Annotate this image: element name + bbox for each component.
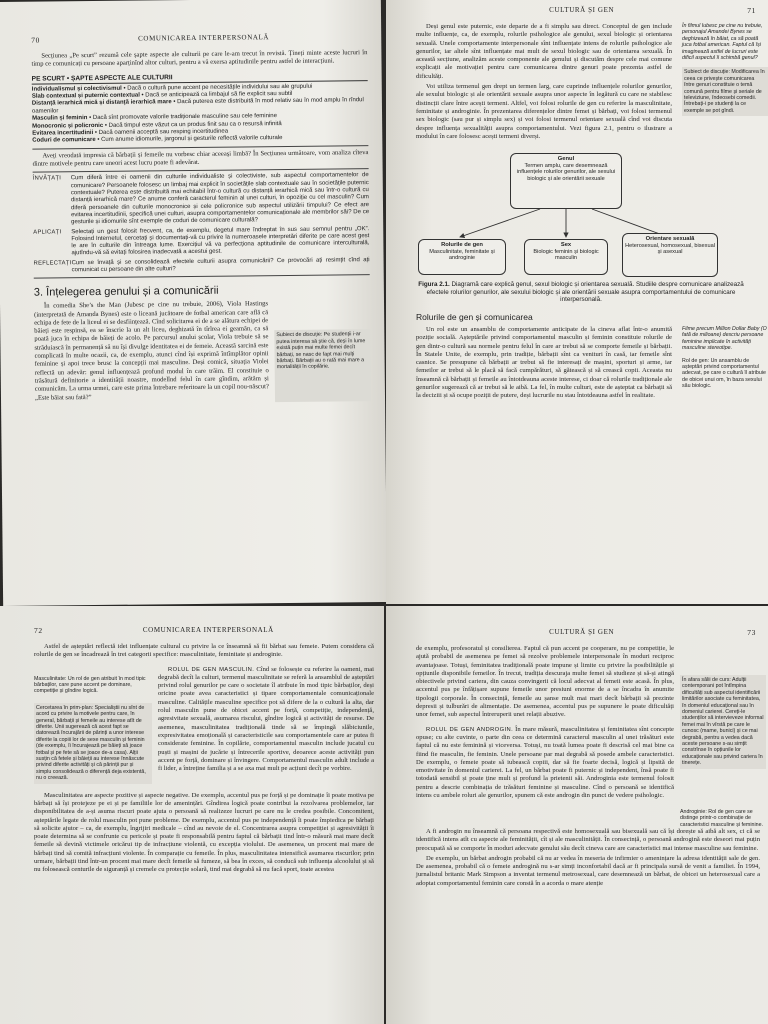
- summary-desc: • Dacă o cultură pune accent pe necesitățile individului sau ale grupului: [121, 83, 313, 92]
- box-text: Heterosexual, homosexual, bisexual și asexual: [625, 242, 715, 256]
- summary-box-title: PE SCURT • ȘAPTE ASPECTE ALE CULTURII: [32, 72, 368, 85]
- review-question: [33, 173, 370, 228]
- diagram-box-gender: [510, 153, 622, 209]
- page-70: [0, 0, 387, 606]
- body-paragraph: Astfel de așteptări reflectă idei influențate cultural cu privire la ce înseamnă să fii bărbat sau femeie. Putem considera că rolurile de gen se încadrează în trei categorii specifice: masculinitate, feminitate și androginie.: [34, 643, 374, 659]
- definition-gender-role: Rol de gen: Un ansamblu de așteptări privind comportamentul adecvat, pe care o cultură îl atribuie de obicei unui om, în baza sexului său biologic.: [682, 357, 766, 390]
- summary-desc: • Dacă timpul este văzut ca un produs finit sau ca o resursă infinită: [103, 120, 282, 129]
- running-head-title: COMUNICAREA INTERPERSONALĂ: [138, 33, 270, 43]
- page-72: [0, 606, 384, 1024]
- caption-text: Diagramă care explică genul, sexul biologic și orientarea sexuală. Studiile despre comunicare analizează efectele rolurilor genurilor, ale sexului biologic și ale orientării sexuale asupra comportamentului de comunicare interpersonală.: [426, 281, 744, 304]
- body-paragraph: [158, 666, 374, 774]
- question-text: Selectați un gest folosit frecvent, ca, de exemplu, degetul mare îndreptat în sus sau semnul pentru „OK”. Folosind Internetul, cercetați și documentați-vă cu privire la numeroasele interpretări diferite pe care acest gest le are în culturile din întreaga lume. Exercițiul vă va perfecționa aptitudinile de comunicare interculturală, ajutîndu-vă să evitați folosirea inadecvată a acestui gest.: [71, 225, 370, 257]
- summary-desc: • Cum anume idiomurile, jargonul și gesturile reflectă valorile culturale: [95, 135, 283, 144]
- running-head-title: COMUNICAREA INTERPERSONALĂ: [142, 626, 274, 634]
- body-paragraph: Un rol este un ansamblu de comportamente anticipate de la cineva aflat într-o anumită poziție socială. Așteptările privind comportamentul masculin și feminin constituie rolurile de gen dintr-o cultură sau normele pentru felul în care ar trebui să se comporte femeile și bărbații. În Statele Unite, de exemplu, prin tradiție, bărbații sînt ca venituri în casă, iar femeile sînt casnice. Se presupune că bărbații ar trebui să fie interesați de mașini, sporturi și arme, iar femeilor ar trebui să le placă să facă cumpărături, să gătească și să crească copii. Aceasta nu înseamnă că bărbații și femeile au întotdeauna aceste interese, ci doar că rolurile tradiționale ale genurilor sugerează că ar trebui să le aibă. La fel, în multe culturi, este de așteptat ca bărbații să la deciziii și să ocupe poziții de putere, deși lucrurile nu stau întotdeauna astfel în realitate.: [416, 325, 672, 400]
- running-head: [416, 6, 756, 15]
- arrow-left: [460, 209, 540, 237]
- summary-desc: • Dacă se anticipează ca limbajul să fie explicit sau subtil: [139, 90, 293, 99]
- box-title: Rolurile de gen: [441, 242, 483, 249]
- body-paragraph: [416, 726, 674, 801]
- definition-masculinity: Masculinitate: Un rol de gen atribuit în mod tipic bărbaților, care pune accent pe dominare, competiție și gîndire logică.: [34, 675, 146, 695]
- running-head: [31, 32, 367, 45]
- summary-box: [32, 83, 369, 146]
- box-title: Sex: [560, 242, 572, 249]
- side-note: În filmul Iubesc pe cine nu trebuie, personajul Amandei Bynes se deghizează în băiat, ca să poată juca fotbal american. Faptul că își imaginează astfel de lucruri este dificil aspectul îi schimbă genul?: [682, 23, 763, 62]
- question-text: Cum se învață și se consolidează efectele culturii asupra comunicării? Ce provocări ați resimțit cînd ați comunicat cu persoane din alte culturi?: [71, 256, 370, 274]
- page-number: 71: [747, 6, 756, 15]
- running-head-title: CULTURĂ ȘI GEN: [549, 628, 615, 636]
- outside-class-note: În afara sălii de curs: Adulții contemporani pot întîmpina dificultăți sub aspectul identificării limitărilor asociate cu feminitatea, în domeniul educațional sau în domeniul carierei. Cereți-le studenților să intervieveze informal femei mai în vîrstă pe care le cunosc (mame, bunici) și ce mai degrabă, pentru a vedea dacă aceste persoane s-au simțit constrînse în opțiunile lor educaționale sau privind cariera în tinerețe.: [680, 675, 766, 769]
- margin-note: [274, 329, 371, 402]
- review-question: [33, 226, 369, 259]
- box-text: Masculinitate, feminitate și androginie: [429, 248, 495, 262]
- margin-note-text: Subiect de discuție: Pe studenții i-ar putea interesa să știe că, deși în lume există puțin mai multe femei decît bărbați, se nasc de fapt mai mulți bărbați. Bărbații au o rată mai mare a mortalității în copilărie.: [276, 331, 366, 371]
- body-paragraph: De exemplu, un bărbat androgin probabil că nu ar vedea în meseria de infirmier o amenințare la adresa identității sale de gen. De asemenea, probabil că o femeie androgină nu s-ar simți inconfortabil dacă ar fi principala sursă de venit a familiei. În 1994, jurnalistul britanic Mark Simpson a inventat termenul metrosexual, care desemnează un bărbat, de obicei un heterosexual care a adoptat comportamentul feminin care constă în a acorda o mare atenție: [416, 854, 760, 887]
- review-question: [34, 257, 370, 275]
- page-number: 73: [747, 628, 756, 637]
- body-paragraph: Masculinitatea are aspecte pozitive și aspecte negative. De exemplu, accentul pus pe forță și pe dominație îi poate motiva pe bărbați să își protejeze pe ei și pe familiile lor de amenințări. Gîndirea logică poate contribui la rezolvarea problemelor, iar disponibilitatea de a-și asuma riscuri poate ajuta o persoană să realizeze lucruri pe care nu le credea posibile. Concomitent, așteptările legate de rolul masculin pot pune probleme. De exemplu, accentul pus pe independență îi poate împiedica pe bărbați să solicite ajutor – ca, de exemplu, îngrijiri medicale – cînd au nevoie de el. Concentrarea asupra competiției și agresivității îi poate determina să se confrunte cu pericole și poate fi responsabilă pentru faptul că bărbații tind într-o măsură mai mare decît femeile să devină victimele oricărui tip de infracțiune violentă, cu excepția violului. De asemenea, un procent mai mare de bărbați tind să comită infracțiuni violente. În comparație cu femeile. În plus, masculinitatea intensifică asumarea riscurilor; prin urmare, bărbații tind într-un procent mai mare decît femeile să fumeze, să bea în exces, să conducă sub influența alcoolului și să nu folosească centurile de siguranță și cremele cu protecție solară, tind mai degrabă să nu facă sport, toate acestea: [34, 791, 374, 874]
- caption-label: Figura 2.1.: [418, 281, 450, 289]
- body-paragraph: Deși genul este puternic, este departe de a fi simplu sau direct. Conceptul de gen include multe influențe, ca, de exemplu, rolurile psihologice ale genului, sexul biologic și orientarea sexuală. Unele comportamente interpersonale sînt influențate intens de rolurile psihologice ale genurilor, iar altele sînt influențate mai mult de sexul biologic sau de orientarea sexuală. În această secțiune, analizăm aceste componente ale genului și discutăm despre cele mai comune explicații ale motivației pentru care comunicarea dintre genuri poate prezenta astfel de dificultăți.: [416, 23, 672, 80]
- box-text: Termen amplu, care desemnează influențele rolurilor genurilor, ale sexului biologic și ale orientării sexuale: [516, 162, 616, 182]
- running-head: [34, 626, 374, 635]
- question-label: ÎNVĂȚAȚI: [32, 175, 62, 183]
- body-paragraph: Voi utiliza termenul gen drept un termen larg, care cuprinde influențele rolurilor genurilor, ale sexului biologic și ale orientării sexuale asupra unor aspecte în legătură cu care ne stabilesc distincții clare între acești termeni. Altfel, voi folosi rolurile de gen cu referire la masculinitate, feminitate și androginie. În prezentarea diferențelor dintre femei și bărbați, voi folosi termenul sex biologic (sau pur și simplu sex) și voi folosi termenul orientare sexuală cînd voi discuta despre influența sexualității asupra comportamentului. Vezi figura 2.1, pentru o ilustrare a modului în care folosesc acești termeni diverși.: [416, 83, 672, 140]
- research-note: Cercetarea în prim-plan: Specialiștii nu sînt de acord cu privire la motivele pentru care, în general, bărbații și femeile au interese atît de diferite. Unii sugerează că acest fapt se datorează încurajării de părinți a unor interese diferite la copiii lor de sexe masculin și feminin (de exemplu, îi încurajează pe băieți să joace fotbal și pe fete să se joace de-a casa). Alții susțin că fetele și băieții au interese înnăscute privind diferite activități și că părinții pur și simplu consolidează o diferență deja existentă, nu o creează.: [34, 703, 152, 784]
- diagram-box-sex: [524, 239, 608, 275]
- question-label: APLICAȚI: [33, 228, 62, 236]
- summary-term: Distanță ierarhică mică și distanță ierarhică mare: [31, 99, 172, 108]
- question-label: REFLECTAȚI: [33, 259, 72, 267]
- page-number: 72: [34, 626, 43, 635]
- gender-diagram: [416, 153, 746, 277]
- summary-term: Slab contextual și puternic contextual: [31, 92, 140, 100]
- diagram-box-gender-roles: [418, 239, 506, 275]
- divider: [34, 274, 370, 279]
- section-title: 3. Înțelegerea genului și a comunicării: [33, 285, 219, 299]
- box-text: Biologic feminin și biologic masculin: [533, 248, 599, 262]
- subsection-title: Rolurile de gen și comunicarea: [416, 311, 533, 322]
- summary-term: Evitarea incertitudinii: [32, 130, 94, 137]
- intro-paragraph: Secțiunea „Pe scurt” rezumă cele șapte aspecte ale culturii pe care le-am trecut în revistă. Țineți minte aceste lucruri în timp ce comunicați cu persoane aparținînd altor culturi, pentru a vă exersa aptitudinile pentru astfel de interacțiuni.: [31, 49, 368, 68]
- run-in-heading: ROLUL DE GEN ANDROGIN.: [426, 726, 514, 733]
- page-71: [386, 0, 768, 604]
- paragraph-text: Cînd se folosește cu referire la oameni, mai degrabă decît la culturi, termenul masculinitate se referă la ansamblul de așteptări privind rolul genurilor pe care o societate îl atribuie în mod tipic bărbaților, deși oricine poate avea caracteristici și tipare comportamentale comunicaționale masculine. Calitățile masculine specifice pot să difere de la o cultură la alta, dar rolul masculin pune de obicei accent pe forță, competiție, independență, agresivitate sexuală, asumarea riscului, gîndire logică și activități de resurse. De asemenea, masculinitatea tradițională tinde să se împingă slăbiciunile, expresivitatea emoțională și caracteristicile sau comportamentele care ar putea fi considerate feminine. În copilărie, comportamentul masculin include jucatul cu puști și mașini de jucărie și întrecerile sportive, deoarece aceste activități pun accent pe forță, dominare și învingere. Comportamentul masculin adult include a fi lider, a întreține familia și a se axa mai mult pe acțiuni decît pe vorbire.: [158, 665, 375, 773]
- definition-androgyny: Androginie: Rol de gen care se distinge printr-o combinație de caracteristici masculine și feminine.: [680, 808, 764, 828]
- summary-term: Coduri de comunicare: [32, 137, 96, 145]
- figure-caption: [416, 281, 746, 304]
- running-head: [416, 628, 756, 637]
- review-questions: [33, 173, 370, 275]
- summary-term: Monocronic și policronic: [32, 122, 104, 130]
- side-note: Filme precum Million Dollar Baby (O fată de milioane) descriu persoane feminine implicate în activități masculine stereotipe.: [682, 325, 767, 352]
- page-73: [386, 606, 768, 1024]
- summary-term: Individualismul și colectivismul: [31, 85, 122, 93]
- summary-desc: • Dacă puterea este distribuită în mod relativ sau în mod amplu în rîndul oamenilor: [31, 97, 364, 115]
- summary-desc: • Dacă sînt promovate valorile tradiționale masculine sau cele feminine: [87, 113, 277, 122]
- box-title: Genul: [557, 156, 575, 163]
- summary-term: Masculin și feminin: [32, 115, 88, 122]
- summary-desc: • Dacă oamenii acceptă sau resping incertitudinea: [93, 128, 229, 137]
- page-number: 70: [31, 35, 40, 45]
- body-paragraph: A fi androgin nu înseamnă că persoana respectivă este homosexuală sau bisexuală sau că își dorește să aibă alt sex, ci că se identifică intens atît cu aspecte ale feminității, cît și ale masculinității. În consecință, o persoană androgină este deseori mai puțin preocupată să se comporte în moduri adecvate genului său decît cineva care are caracteristici mai intense masculine sau feminine.: [416, 827, 760, 852]
- paragraph-text: În mare măsură, masculinitatea și feminitatea sînt concepte opuse; cu alte cuvinte, o parte din ceea ce determină caracterul masculin al unei trăsături este faptul că nu este feminină și viceversa. Totuși, nu toată lumea poate fi descrisă cel mai bine ca fiind fie masculin, fie feminin. Unele persoane par mai degrabă să posede ambele caracteristici. De exemplu, o femeie poate să iubească copiii, dar să fie foarte decisă, logică și lipsită de emotivitate în domeniul carierei. La fel, un bărbat poate fi puternic și independent, însă poate fi totodată sensibil și poate ține mult și profund la prietenii săi. Androginia este termenul folosit pentru a descrie combinația de trăsături feminine și masculine. Cînd o persoană se identifică intens cu ambele roluri ale genurilor, spunem că este androgin din punct de vedere psihologic.: [416, 725, 674, 800]
- run-in-heading: ROLUL DE GEN MASCULIN.: [168, 666, 255, 673]
- side-note-discussion: Subiect de discuție: Modificarea în ceea ce privește comunicarea între genuri constituie o temă comună pentru filme și seriale de televiziune, îndeosebi comedii. Întrebați-i pe studenți la ce exemple se pot gîndi.: [682, 67, 768, 116]
- body-paragraph: de exemplu, profesoratul și consilierea. Faptul că pun accent pe cooperare, nu pe competiție, le ajută probabil de asemenea pe femei să rezolve problemele interpersonale în moduri reciproc avantajoase. Totuși, feminitatea tradițională poate impune și limite cu privire la posibilitățile și opțiunile disponibile femeilor. În trecut, tradiția descuraja multe femei să studieze și să-și atingă obiectivele privind cariera, din cauza convingerii că locul adecvat al femeii este acasă. În plus, accentul pus pe înfățișare supune femeile unor presiuni enorme de a se încadra în anumite tipologii corporale. În consecință, femeile au șanse mult mai mari decît bărbații să prezinte depresii și tulburări de alimentație. De asemenea, accentul pus pe supunere le poate dificultăți unor femei, sub aspectul întreruperii unei relații abuzive.: [416, 645, 674, 719]
- body-paragraph: În comedia She’s the Man (Jubesc pe cine nu trebuie, 2006), Viola Hastings (interpretată de Amanda Bynes) este o liceană jucătoare de fotbal american care află că echipa de fete de la liceul ei se desființează. Cînd solicitarea ei de a se alătura echipei de băieți este respinsă, ea se înscrie la un alt liceu, deghizată în tîrlrea ei geamăn, ca să poată juca în echipa de băieți de acolo. Pe parcursul anului școlar, Viola trebuie să se străduiască în permanență să nu își divulge identitatea ei de femeie. Această sarcină este complicată în multe ocazii, ca, de exemplu, atunci cînd își exprimă întîmplător opinii feminine și apoi trece brusc la concepții mai masculine. Deși comică, situația Violei reflectă un adevăr: genul influențează profund modul în care trăim. El constituie o trăsătură definitorie a identității noastre, modelînd felul în care gîndim, arătăm și comunicăm. La urma urmei, care este prima întrebare referitoare la un copil nou-născut? „Este băiat sau fată?”: [34, 300, 269, 402]
- box-title: Orientare sexuală: [645, 236, 695, 243]
- running-head-title: CULTURĂ ȘI GEN: [549, 6, 615, 14]
- transition-paragraph: Aveți vreodată impresia că bărbații și femeile nu vorbesc chiar aceeași limbă? În Secțiunea următoare, vom analiza cîteva dintre motivele pentru care uneori acest lucru poate fi adevărat.: [32, 148, 369, 168]
- diagram-box-orientation: [622, 233, 718, 277]
- question-text: Cum diferă între ei oamenii din culturile individualiste și colectiviste, sub aspectul comportamentelor de comunicare? Persoanele folosesc un limbaj mai explicit în societățile slab contextuale sau în societățile puternic contextuale? Puterea este distribuită mai echitabil într-o cultură cu distanță ierarhică mică sau într-o cultură cu distanță ierarhică mare? Ce anume conferă caracterul feminin al unei culturi, în opoziție cu cel masculin? Cum diferă persoanele din culturile monocronice și cele policronice sub aspectul utilizării timpului? Ce efect are evitarea incertitudinii, specifică unei culturi, asupra comportamentelor comunicaționale ale membrilor săi? De ce gesturile și idiomurile sînt exemple de coduri de comunicare culturală?: [70, 172, 370, 226]
